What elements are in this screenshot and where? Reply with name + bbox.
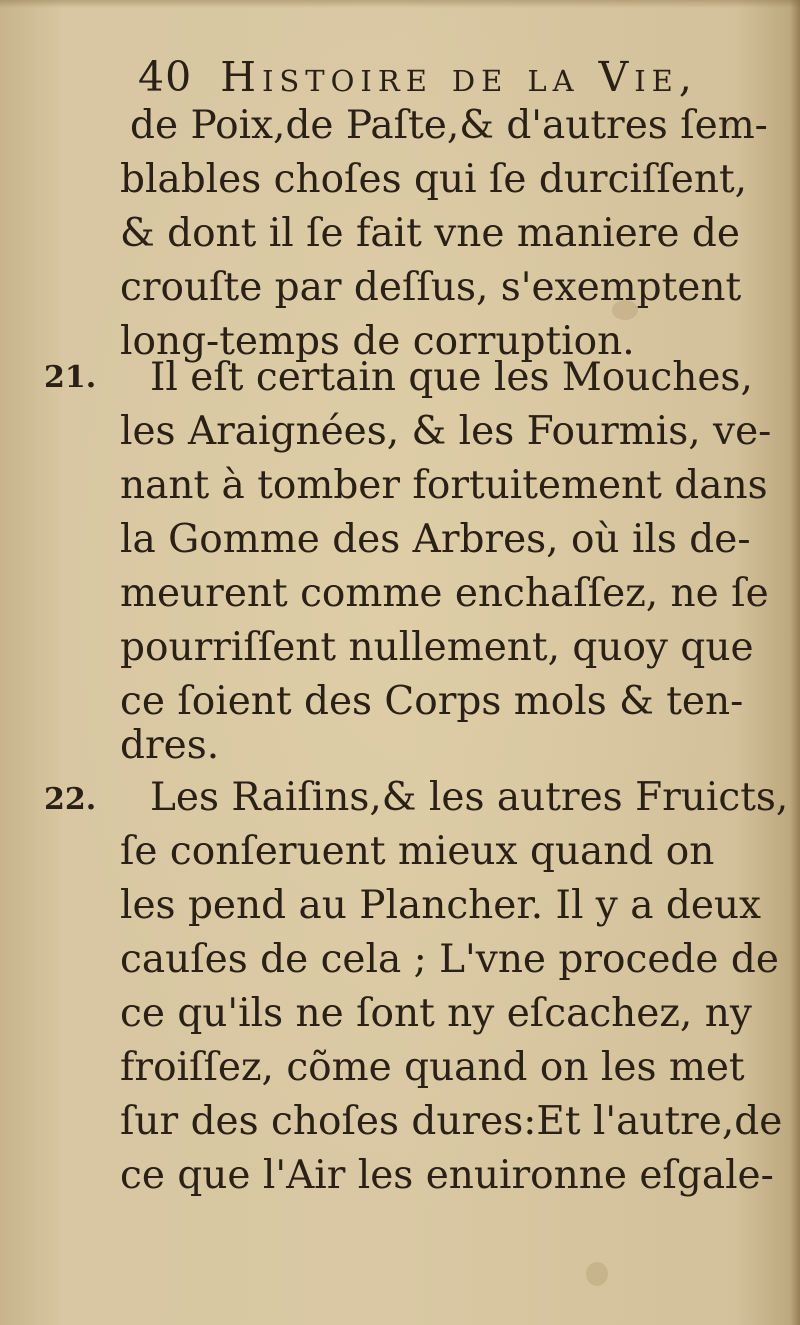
text-line: ce que l'Air les enuironne eſgale- [120,1153,774,1198]
running-title: Histoire de la Vie, [220,53,698,101]
page-header [138,52,698,102]
page-right-shadow [790,0,800,1325]
paragraph-number: 22. [44,782,97,817]
text-line: la Gomme des Arbres, où ils de- [120,517,751,562]
text-line: ſur des choſes dures:Et l'autre,de [120,1099,783,1144]
page-number: 40 [138,53,193,101]
text-line: froiſſez, cõme quand on les met [120,1045,745,1090]
text-line: les Araignées, & les Fourmis, ve- [120,409,772,454]
text-line: dres. [120,723,220,768]
text-line: les pend au Plancher. Il y a deux [120,883,762,928]
text-line: Il eſt certain que les Mouches, [150,355,753,400]
text-line: Les Raiſins,& les autres Fruicts, [150,775,789,820]
paper-stain [586,1262,608,1286]
text-line: & dont il ſe fait vne maniere de [120,211,740,256]
page-top-shadow [0,0,800,8]
text-line: meurent comme enchaſſez, ne ſe [120,571,769,616]
text-line: ſe conſeruent mieux quand on [120,829,715,874]
text-line: cauſes de cela ; L'vne procede de [120,937,779,982]
text-line: long-temps de corruption. [120,319,635,364]
text-line: ce ſoient des Corps mols & ten- [120,679,744,724]
text-line: crouſte par deſſus, s'exemptent [120,265,742,310]
text-line: de Poix,de Paſte,& d'autres ſem- [130,103,768,148]
text-line: ce qu'ils ne ſont ny eſcachez, ny [120,991,752,1036]
text-line: nant à tomber fortuitement dans [120,463,768,508]
paragraph-number: 21. [44,360,97,395]
text-line: blables choſes qui ſe durciſſent, [120,157,748,202]
text-line: pourriſſent nullement, quoy que [120,625,754,670]
